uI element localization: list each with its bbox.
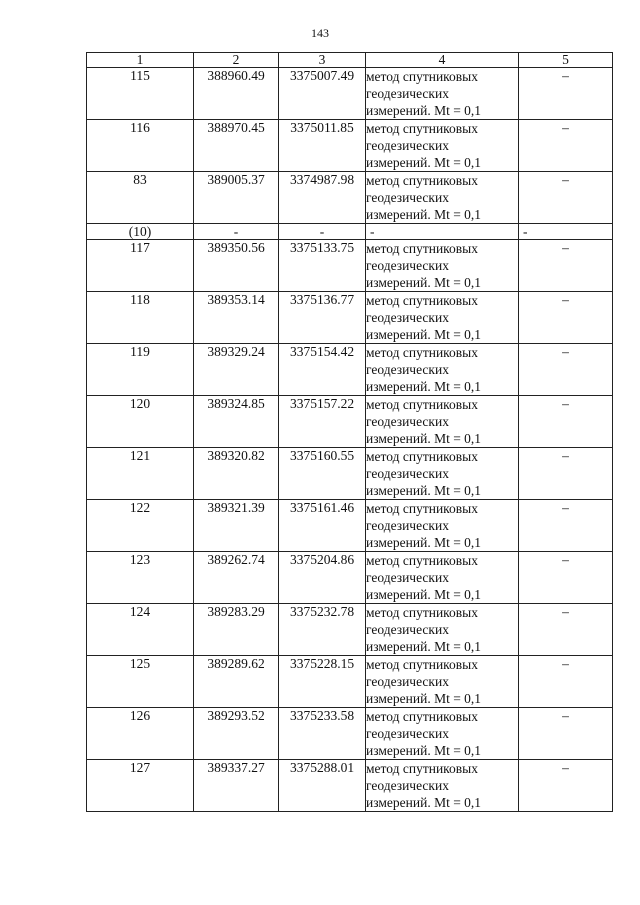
point-number: 127 [87,760,194,812]
method-line: измерений. Mt = 0,1 [366,431,482,446]
method-cell [366,172,519,224]
table-row [87,500,613,552]
point-number: (10) [87,224,194,240]
method-cell [366,68,519,120]
method-line: метод спутниковых [366,761,478,776]
method-line: геодезических [366,622,449,637]
coordinate-y: 3375232.78 [279,604,366,656]
table-row [87,708,613,760]
table-row [87,396,613,448]
method-line: измерений. Mt = 0,1 [366,103,482,118]
note-cell: – [519,240,613,292]
table-row-break [87,224,613,240]
page-number: 143 [311,26,329,40]
note-cell: – [519,604,613,656]
method-cell [366,292,519,344]
method-line: геодезических [366,570,449,585]
table-row [87,344,613,396]
method-line: измерений. Mt = 0,1 [366,207,482,222]
coordinate-x: 388960.49 [194,68,279,120]
coordinate-x: 389283.29 [194,604,279,656]
method-cell [366,240,519,292]
method-line: метод спутниковых [366,553,478,568]
table-row [87,760,613,812]
method-line: геодезических [366,726,449,741]
coordinate-y: - [279,224,366,240]
point-number: 123 [87,552,194,604]
note-cell: - [519,224,613,240]
point-number: 117 [87,240,194,292]
method-line: метод спутниковых [366,501,478,516]
note-cell: – [519,120,613,172]
coordinate-y: 3375228.15 [279,656,366,708]
method-line: метод спутниковых [366,293,478,308]
point-number: 118 [87,292,194,344]
method-cell [366,396,519,448]
method-line: геодезических [366,86,449,101]
method-line: измерений. Mt = 0,1 [366,795,482,810]
table-row [87,552,613,604]
coordinate-y: 3375288.01 [279,760,366,812]
method-line: геодезических [366,674,449,689]
point-number: 119 [87,344,194,396]
note-cell: – [519,500,613,552]
table-row [87,240,613,292]
point-number: 121 [87,448,194,500]
method-line: измерений. Mt = 0,1 [366,587,482,602]
coordinate-y: 3375160.55 [279,448,366,500]
method-cell [366,604,519,656]
coordinate-x: 389293.52 [194,708,279,760]
coordinate-y: 3375007.49 [279,68,366,120]
note-cell: – [519,68,613,120]
column-header-4: 4 [366,53,519,68]
method-line: геодезических [366,258,449,273]
coordinate-y: 3375133.75 [279,240,366,292]
method-line: геодезических [366,310,449,325]
table-row [87,172,613,224]
method-line: измерений. Mt = 0,1 [366,691,482,706]
table-row [87,68,613,120]
method-line: измерений. Mt = 0,1 [366,275,482,290]
table-row [87,604,613,656]
note-cell: – [519,656,613,708]
method-line: измерений. Mt = 0,1 [366,535,482,550]
note-cell: – [519,172,613,224]
method-line: геодезических [366,190,449,205]
table-row [87,120,613,172]
table-header-row [87,53,613,68]
method-line: измерений. Mt = 0,1 [366,379,482,394]
point-number: 115 [87,68,194,120]
table-row [87,292,613,344]
coordinate-x: 388970.45 [194,120,279,172]
point-number: 125 [87,656,194,708]
method-line: метод спутниковых [366,69,478,84]
column-header-1: 1 [87,53,194,68]
coordinate-x: 389262.74 [194,552,279,604]
coordinate-x: 389005.37 [194,172,279,224]
column-header-5: 5 [519,53,613,68]
method-line: геодезических [366,138,449,153]
point-number: 120 [87,396,194,448]
method-cell [366,500,519,552]
coordinate-y: 3375011.85 [279,120,366,172]
note-cell: – [519,344,613,396]
method-cell [366,224,519,240]
point-number: 122 [87,500,194,552]
coordinate-y: 3374987.98 [279,172,366,224]
method-line: геодезических [366,778,449,793]
method-cell [366,552,519,604]
method-line: метод спутниковых [366,121,478,136]
method-line: измерений. Mt = 0,1 [366,483,482,498]
method-line: метод спутниковых [366,709,478,724]
coordinate-x: 389289.62 [194,656,279,708]
coordinate-y: 3375154.42 [279,344,366,396]
coordinate-x: 389337.27 [194,760,279,812]
method-line: геодезических [366,414,449,429]
coordinate-y: 3375233.58 [279,708,366,760]
coordinate-y: 3375136.77 [279,292,366,344]
method-line: измерений. Mt = 0,1 [366,327,482,342]
table-row [87,448,613,500]
coordinates-table [86,52,613,812]
coordinate-y: 3375204.86 [279,552,366,604]
method-cell [366,120,519,172]
table-body [87,68,613,812]
point-number: 116 [87,120,194,172]
method-line: измерений. Mt = 0,1 [366,639,482,654]
coordinate-x: 389321.39 [194,500,279,552]
note-cell: – [519,448,613,500]
note-cell: – [519,760,613,812]
coordinate-y: 3375161.46 [279,500,366,552]
coordinate-x: 389329.24 [194,344,279,396]
method-line: геодезических [366,362,449,377]
table-row [87,656,613,708]
coordinate-x: 389320.82 [194,448,279,500]
method-line: метод спутниковых [366,345,478,360]
method-line: метод спутниковых [366,241,478,256]
method-line: метод спутниковых [366,605,478,620]
method-cell [366,344,519,396]
method-line: метод спутниковых [366,397,478,412]
method-line: геодезических [366,518,449,533]
column-header-2: 2 [194,53,279,68]
method-line: геодезических [366,466,449,481]
coordinate-x: - [194,224,279,240]
coordinate-x: 389324.85 [194,396,279,448]
method-line: - [370,224,375,239]
method-line: метод спутниковых [366,449,478,464]
method-line: метод спутниковых [366,657,478,672]
coordinate-y: 3375157.22 [279,396,366,448]
coordinate-x: 389353.14 [194,292,279,344]
method-cell [366,656,519,708]
method-line: метод спутниковых [366,173,478,188]
note-cell: – [519,292,613,344]
note-cell: – [519,708,613,760]
point-number: 126 [87,708,194,760]
method-cell [366,448,519,500]
method-line: измерений. Mt = 0,1 [366,743,482,758]
method-cell [366,708,519,760]
note-cell: – [519,552,613,604]
note-cell: – [519,396,613,448]
coordinate-x: 389350.56 [194,240,279,292]
point-number: 83 [87,172,194,224]
column-header-3: 3 [279,53,366,68]
point-number: 124 [87,604,194,656]
method-line: измерений. Mt = 0,1 [366,155,482,170]
method-cell [366,760,519,812]
